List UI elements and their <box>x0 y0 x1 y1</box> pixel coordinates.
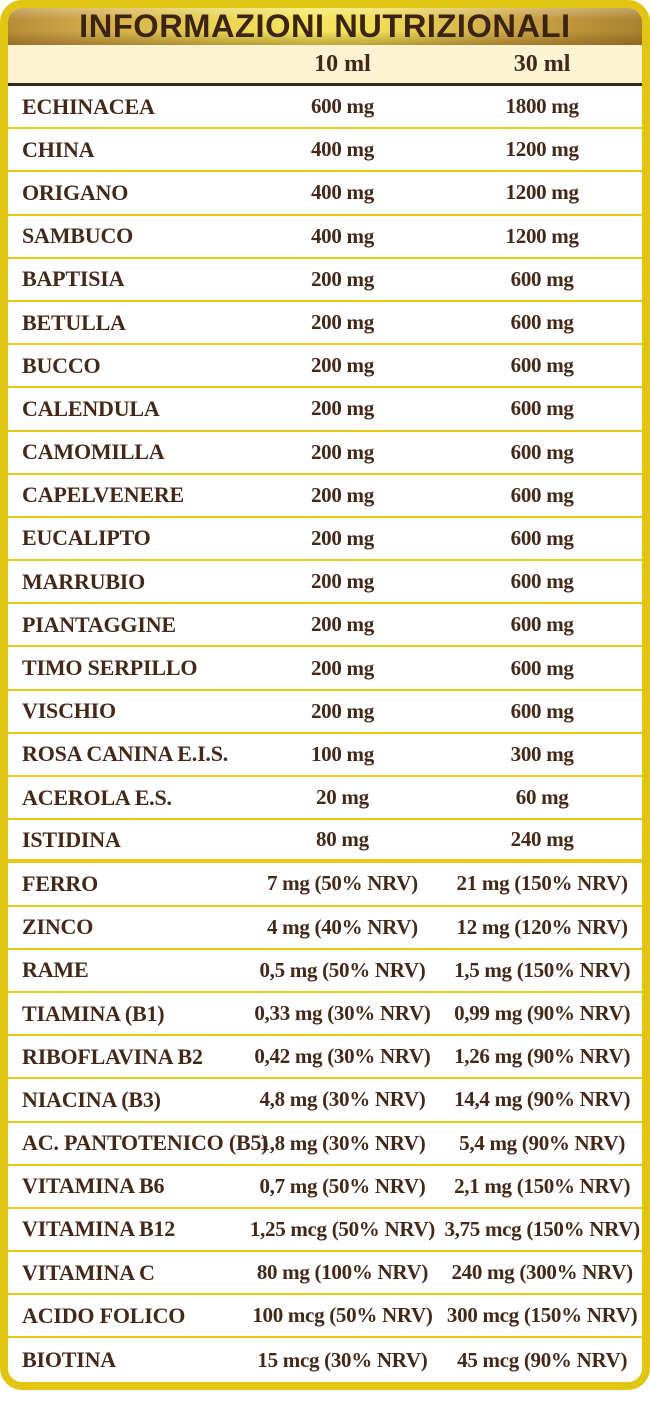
table-row <box>8 1166 642 1209</box>
ingredient-name: ACIDO FOLICO <box>22 1302 186 1328</box>
value-10ml: 600 mg <box>310 94 374 119</box>
value-30ml: 21 mg (150% NRV) <box>456 871 628 896</box>
table-row <box>8 86 642 129</box>
ingredient-name: VISCHIO <box>22 698 116 724</box>
table-row <box>8 345 642 388</box>
ingredient-name: MARRUBIO <box>22 568 146 594</box>
value-30ml: 240 mg <box>510 827 574 852</box>
ingredient-name: CALENDULA <box>22 395 160 421</box>
ingredient-name: CHINA <box>22 136 95 162</box>
value-10ml: 0,42 mg (30% NRV) <box>254 1044 431 1069</box>
column-header-30ml: 30 ml <box>513 50 571 77</box>
table-row <box>8 647 642 690</box>
table-row <box>8 950 642 993</box>
value-30ml: 600 mg <box>510 310 574 335</box>
table-row <box>8 993 642 1036</box>
value-30ml: 600 mg <box>510 439 574 464</box>
ingredient-name: ISTIDINA <box>22 826 121 852</box>
table-row <box>8 1338 642 1381</box>
ingredient-name: BUCCO <box>22 352 101 378</box>
value-10ml: 100 mg <box>310 741 374 766</box>
value-30ml: 600 mg <box>510 525 574 550</box>
value-30ml: 2,1 mg (150% NRV) <box>454 1173 631 1198</box>
table-row <box>8 1252 642 1295</box>
column-header-10ml: 10 ml <box>314 50 371 77</box>
table-row <box>8 1079 642 1122</box>
value-30ml: 600 mg <box>510 655 574 680</box>
ingredient-name: BAPTISIA <box>22 266 125 292</box>
table-row <box>8 475 642 518</box>
ingredient-name: ORIGANO <box>22 179 129 205</box>
value-30ml: 600 mg <box>510 396 574 421</box>
value-30ml: 600 mg <box>510 569 574 594</box>
value-30ml: 600 mg <box>510 698 574 723</box>
table-row <box>8 1123 642 1166</box>
value-10ml: 200 mg <box>310 266 374 291</box>
value-10ml: 20 mg <box>316 785 369 810</box>
ingredient-name: NIACINA (B3) <box>22 1086 161 1112</box>
value-30ml: 45 mcg (90% NRV) <box>457 1347 628 1372</box>
value-10ml: 15 mcg (30% NRV) <box>257 1347 428 1372</box>
ingredient-name: PIANTAGGINE <box>22 611 176 637</box>
table-row <box>8 1036 642 1079</box>
table-row <box>8 561 642 604</box>
table-row <box>8 388 642 431</box>
table-row <box>8 1295 642 1338</box>
value-10ml: 400 mg <box>310 223 374 248</box>
value-30ml: 12 mg (120% NRV) <box>456 914 628 939</box>
table-row <box>8 432 642 475</box>
value-10ml: 200 mg <box>310 310 374 335</box>
ingredient-name: ROSA CANINA E.I.S. <box>22 741 229 767</box>
value-10ml: 80 mg (100% NRV) <box>256 1260 429 1285</box>
value-10ml: 1,25 mcg (50% NRV) <box>249 1216 436 1241</box>
column-header-row <box>8 45 642 86</box>
ingredient-name: VITAMINA B6 <box>22 1173 165 1199</box>
value-10ml: 7 mg (50% NRV) <box>267 871 418 896</box>
value-30ml: 1,5 mg (150% NRV) <box>454 957 631 982</box>
table-row <box>8 820 642 863</box>
ingredient-name: ZINCO <box>22 914 94 940</box>
value-10ml: 200 mg <box>310 569 374 594</box>
panel-title: INFORMAZIONI NUTRIZIONALI <box>79 7 571 44</box>
value-10ml: 1,8 mg (30% NRV) <box>259 1130 426 1155</box>
value-30ml: 5,4 mg (90% NRV) <box>459 1130 626 1155</box>
table-row <box>8 216 642 259</box>
ingredient-name: SAMBUCO <box>22 223 134 249</box>
value-30ml: 240 mg (300% NRV) <box>451 1260 633 1285</box>
value-30ml: 1200 mg <box>505 180 579 205</box>
value-30ml: 0,99 mg (90% NRV) <box>454 1001 631 1026</box>
ingredient-name: CAMOMILLA <box>22 439 165 465</box>
value-10ml: 200 mg <box>310 482 374 507</box>
ingredient-name: TIMO SERPILLO <box>22 655 198 681</box>
value-10ml: 0,5 mg (50% NRV) <box>259 957 426 982</box>
table-row <box>8 734 642 777</box>
table-row <box>8 907 642 950</box>
value-10ml: 200 mg <box>310 698 374 723</box>
ingredient-name: VITAMINA B12 <box>22 1216 176 1242</box>
value-30ml: 600 mg <box>510 482 574 507</box>
panel-title-bar <box>8 8 642 45</box>
ingredient-name: EUCALIPTO <box>22 525 151 551</box>
ingredient-name: TIAMINA (B1) <box>22 1000 165 1026</box>
value-10ml: 0,33 mg (30% NRV) <box>254 1001 431 1026</box>
table-row <box>8 863 642 906</box>
value-30ml: 300 mcg (150% NRV) <box>446 1303 638 1328</box>
value-30ml: 1,26 mg (90% NRV) <box>454 1044 631 1069</box>
value-10ml: 200 mg <box>310 525 374 550</box>
value-10ml: 400 mg <box>310 137 374 162</box>
table-row <box>8 302 642 345</box>
value-30ml: 600 mg <box>510 353 574 378</box>
ingredient-name: RAME <box>22 957 89 983</box>
value-10ml: 200 mg <box>310 353 374 378</box>
table-row <box>8 129 642 172</box>
value-10ml: 4,8 mg (30% NRV) <box>259 1087 426 1112</box>
value-30ml: 1800 mg <box>505 94 579 119</box>
value-30ml: 60 mg <box>515 785 569 810</box>
value-10ml: 0,7 mg (50% NRV) <box>259 1173 426 1198</box>
value-10ml: 400 mg <box>310 180 374 205</box>
table-row <box>8 691 642 734</box>
ingredient-name: VITAMINA C <box>22 1259 155 1285</box>
value-30ml: 600 mg <box>510 266 574 291</box>
value-10ml: 200 mg <box>310 655 374 680</box>
ingredient-name: FERRO <box>22 870 99 896</box>
ingredient-name: RIBOFLAVINA B2 <box>22 1043 203 1069</box>
table-row <box>8 259 642 302</box>
value-30ml: 600 mg <box>510 612 574 637</box>
value-10ml: 100 mcg (50% NRV) <box>252 1303 433 1328</box>
value-10ml: 4 mg (40% NRV) <box>267 914 418 939</box>
table-row <box>8 777 642 820</box>
value-30ml: 1200 mg <box>505 223 579 248</box>
ingredient-name: BIOTINA <box>22 1347 116 1373</box>
ingredient-name: CAPELVENERE <box>22 482 185 508</box>
table-row <box>8 172 642 215</box>
table-body <box>8 86 642 1382</box>
ingredient-name: ECHINACEA <box>22 93 155 119</box>
table-row <box>8 518 642 561</box>
value-10ml: 200 mg <box>310 612 374 637</box>
value-30ml: 14,4 mg (90% NRV) <box>454 1087 631 1112</box>
ingredient-name: AC. PANTOTENICO (B5) <box>22 1130 269 1156</box>
table-row <box>8 1209 642 1252</box>
value-10ml: 80 mg <box>316 827 369 852</box>
table-row <box>8 604 642 647</box>
value-10ml: 200 mg <box>310 396 374 421</box>
value-30ml: 3,75 mcg (150% NRV) <box>444 1216 640 1241</box>
value-30ml: 1200 mg <box>505 137 579 162</box>
ingredient-name: ACEROLA E.S. <box>22 784 172 810</box>
value-30ml: 300 mg <box>510 741 574 766</box>
value-10ml: 200 mg <box>310 439 374 464</box>
ingredient-name: BETULLA <box>22 309 126 335</box>
